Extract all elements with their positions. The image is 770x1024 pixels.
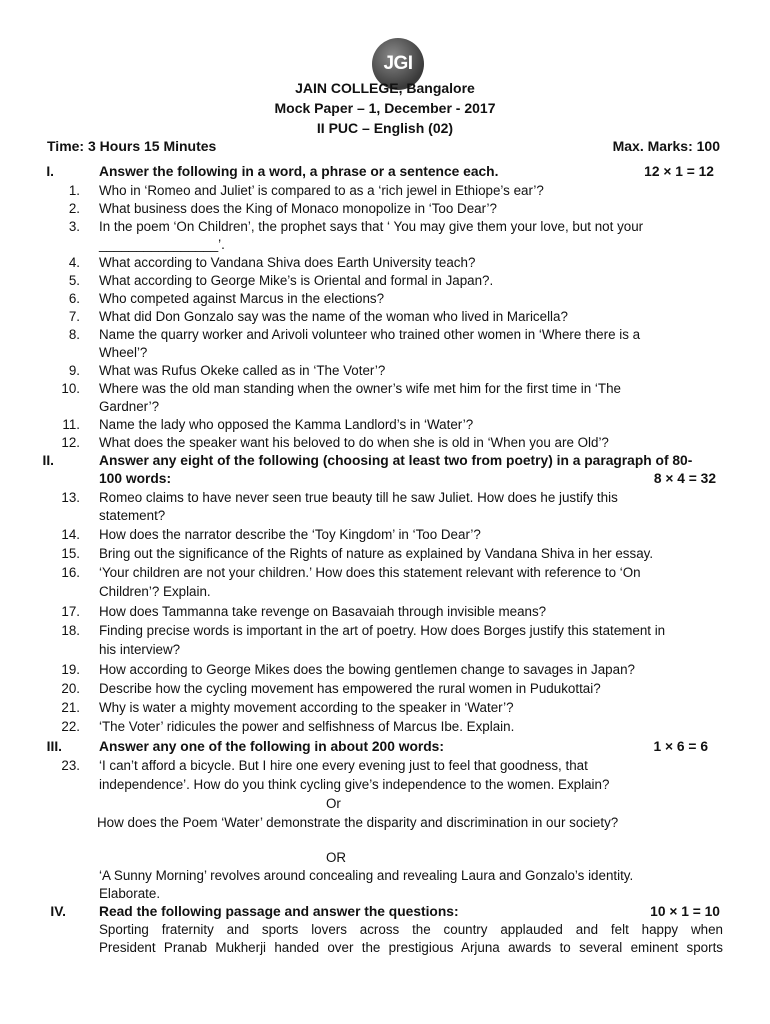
subject-title: II PUC – English (02) <box>316 120 454 136</box>
question-number: 7. <box>68 309 80 324</box>
question-text: What was Rufus Okeke called as in ‘The Voter’? <box>99 363 386 378</box>
question-number: 20. <box>61 681 80 696</box>
section-marks: 10 × 1 = 10 <box>650 904 720 919</box>
question-number: 19. <box>61 662 80 677</box>
question-number: 8. <box>68 327 80 342</box>
question <box>0 660 770 679</box>
section-number: I. <box>46 164 54 179</box>
question-text: What business does the King of Monaco monopolize in ‘Too Dear’? <box>99 201 497 216</box>
question <box>0 525 770 544</box>
section-1-heading <box>0 162 770 181</box>
question-text: ‘I can’t afford a bicycle. But I hire one every evening just to feel that goodness, that <box>99 758 588 773</box>
question <box>0 181 770 200</box>
section-3-heading <box>0 737 770 756</box>
question-text: his interview? <box>99 642 181 657</box>
question-continued <box>0 235 770 254</box>
question-text: Wheel’? <box>99 345 148 360</box>
or-divider <box>0 794 770 813</box>
question-text: Romeo claims to have never seen true beauty till he saw Juliet. How does he justify this <box>99 490 618 505</box>
question <box>0 253 770 272</box>
question <box>0 289 770 308</box>
question-continued <box>0 582 770 601</box>
passage-line <box>0 938 770 957</box>
question-number: 1. <box>68 183 80 198</box>
question-continued <box>0 343 770 362</box>
question-text: In the poem ‘On Children’, the prophet says that ‘ You may give them your love, but not your <box>99 219 644 234</box>
question <box>0 621 770 640</box>
question-text: ‘A Sunny Morning’ revolves around concealing and revealing Laura and Gonzalo’s identity. <box>99 868 634 883</box>
section-heading-text: Answer any one of the following in about 200 words: <box>99 739 444 754</box>
question-number: 14. <box>61 527 80 542</box>
question-number: 15. <box>61 546 80 561</box>
question-continued <box>0 884 770 903</box>
question-text: Children’? Explain. <box>99 584 211 599</box>
section-heading-text: 100 words: <box>99 471 172 486</box>
question-number: 6. <box>68 291 80 306</box>
question-text: What did Don Gonzalo say was the name of the woman who lived in Maricella? <box>99 309 568 324</box>
section-4-heading <box>0 902 770 921</box>
question-number: 10. <box>61 381 80 396</box>
section-2-heading <box>0 451 770 470</box>
question-text: Finding precise words is important in the art of poetry. How does Borges justify this statement in <box>99 623 666 638</box>
question-text: ‘The Voter’ ridicules the power and selfishness of Marcus Ibe. Explain. <box>99 719 515 734</box>
section-marks: 1 × 6 = 6 <box>653 739 708 754</box>
question <box>0 325 770 344</box>
college-name: JAIN COLLEGE, Bangalore <box>295 80 475 96</box>
question-continued <box>0 506 770 525</box>
section-number: II. <box>42 453 54 468</box>
question <box>0 756 770 775</box>
or-label: OR <box>326 850 347 865</box>
question-text: How does the Poem ‘Water’ demonstrate the disparity and discrimination in our society? <box>97 815 619 830</box>
question <box>0 271 770 290</box>
question-text: How does the narrator describe the ‘Toy Kingdom’ in ‘Too Dear’? <box>99 527 481 542</box>
question <box>0 433 770 452</box>
question <box>0 717 770 736</box>
paper-title: Mock Paper – 1, December - 2017 <box>274 100 496 116</box>
time-marks-row <box>0 137 770 156</box>
question-text: What according to George Mike’s is Oriental and formal in Japan?. <box>99 273 494 288</box>
question-text: Gardner’? <box>99 399 160 414</box>
question <box>0 361 770 380</box>
question-text: ________________’. <box>99 237 225 252</box>
question-number: 16. <box>61 565 80 580</box>
question-number: 3. <box>68 219 80 234</box>
alternative-question <box>0 813 770 832</box>
question-text: How does Tammanna take revenge on Basavaiah through invisible means? <box>99 604 547 619</box>
passage-text: President Pranab Mukherji handed over the prestigious Arjuna awards to several eminent sports <box>99 940 723 955</box>
question-continued <box>0 640 770 659</box>
question-text: Who in ‘Romeo and Juliet’ is compared to as a ‘rich jewel in Ethiope’s ear’? <box>99 183 544 198</box>
question <box>0 679 770 698</box>
question-text: Bring out the significance of the Rights of nature as explained by Vandana Shiva in her essay. <box>99 546 654 561</box>
question <box>0 307 770 326</box>
question-number: 5. <box>68 273 80 288</box>
question-text: independence’. How do you think cycling give’s independence to the women. Explain? <box>99 777 610 792</box>
section-2-heading-continued <box>0 469 770 488</box>
question <box>0 563 770 582</box>
passage-line <box>0 920 770 939</box>
question-text: Why is water a mighty movement according to the speaker in ‘Water’? <box>99 700 514 715</box>
section-marks: 8 × 4 = 32 <box>653 471 716 486</box>
question-number: 11. <box>62 417 80 432</box>
question-number: 18. <box>61 623 80 638</box>
or-divider <box>0 848 770 867</box>
question <box>0 698 770 717</box>
question <box>0 199 770 218</box>
question-text: Name the lady who opposed the Kamma Landlord’s in ‘Water’? <box>99 417 474 432</box>
passage-text: Sporting fraternity and sports lovers across the country applauded and felt happy when <box>99 922 723 937</box>
section-number: III. <box>46 739 62 754</box>
alternative-question <box>0 866 770 885</box>
question <box>0 488 770 507</box>
question-number: 22. <box>61 719 80 734</box>
question-text: What does the speaker want his beloved to do when she is old in ‘When you are Old’? <box>99 435 609 450</box>
question-text: Describe how the cycling movement has empowered the rural women in Pudukottai? <box>99 681 601 696</box>
question-number: 13. <box>61 490 80 505</box>
question <box>0 544 770 563</box>
question-text: What according to Vandana Shiva does Earth University teach? <box>99 255 476 270</box>
question-number: 17. <box>61 604 80 619</box>
question-text: Who competed against Marcus in the elections? <box>99 291 385 306</box>
section-marks: 12 × 1 = 12 <box>644 164 714 179</box>
question-number: 4. <box>68 255 80 270</box>
question <box>0 379 770 398</box>
section-heading-text: Answer any eight of the following (choosing at least two from poetry) in a paragraph of 80- <box>99 453 693 468</box>
question-number: 9. <box>68 363 80 378</box>
question-text: statement? <box>99 508 166 523</box>
max-marks: Max. Marks: 100 <box>612 138 720 154</box>
question-text: How according to George Mikes does the bowing gentlemen change to savages in Japan? <box>99 662 635 677</box>
time-label: Time: 3 Hours 15 Minutes <box>47 138 217 154</box>
question-number: 21. <box>61 700 80 715</box>
question <box>0 602 770 621</box>
question <box>0 217 770 236</box>
question-number: 2. <box>68 201 80 216</box>
question-text: Elaborate. <box>99 886 161 901</box>
question-continued <box>0 397 770 416</box>
or-label: Or <box>326 796 341 811</box>
question <box>0 415 770 434</box>
section-heading-text: Read the following passage and answer the questions: <box>99 904 459 919</box>
question-text: Where was the old man standing when the owner’s wife met him for the first time in ‘The <box>99 381 621 396</box>
question-text: ‘Your children are not your children.’ How does this statement relevant with reference to ‘On <box>99 565 641 580</box>
question-number: 12. <box>61 435 80 450</box>
section-number: IV. <box>50 904 66 919</box>
section-heading-text: Answer the following in a word, a phrase or a sentence each. <box>99 164 499 179</box>
logo-text: JGI <box>383 53 413 74</box>
question-continued <box>0 775 770 794</box>
question-text: Name the quarry worker and Arivoli volunteer who trained other women in ‘Where there is a <box>99 327 641 342</box>
question-number: 23. <box>61 758 80 773</box>
